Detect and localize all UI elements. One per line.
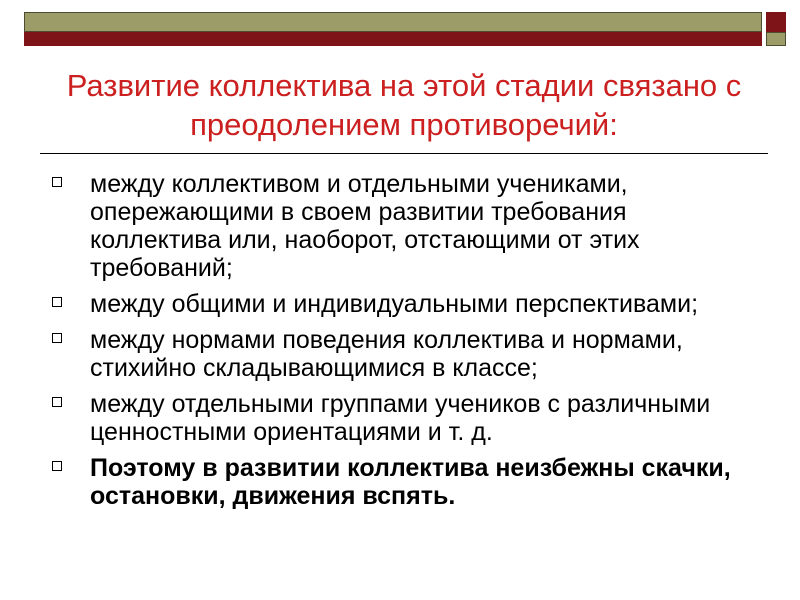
bullet-item [50,390,762,446]
hollow-square-icon [52,177,62,187]
bullet-item-conclusion [50,454,762,510]
slide-title: Развитие коллектива на этой стадии связано с преодолением противоречий: [66,68,742,142]
title-divider [40,153,768,154]
hollow-square-icon [52,333,62,343]
bullet-text: между отдельными группами учеников с различными ценностными ориентациями и т. д. [90,390,711,446]
bullet-item [50,290,762,318]
hollow-square-icon [52,397,62,407]
bullet-item [50,170,762,282]
hollow-square-icon [52,461,62,471]
bullet-text: между коллективом и отдельными учениками, опережающими в своем развитии требования коллектива или, наоборот, отстающими от этих требований; [90,170,640,282]
header-bar-olive [24,12,762,32]
bullet-item [50,326,762,382]
bullet-text: между общими и индивидуальными перспективами; [90,290,699,318]
hollow-square-icon [52,297,62,307]
header-bar-red [24,32,762,46]
bullet-list [50,170,762,518]
header-corner-red-square [766,12,786,32]
header-corner-olive-square [766,32,786,46]
bullet-text-conclusion: Поэтому в развитии коллектива неизбежны скачки, остановки, движения вспять. [90,454,731,510]
bullet-text: между нормами поведения коллектива и нормами, стихийно складывающимися в классе; [90,326,683,382]
